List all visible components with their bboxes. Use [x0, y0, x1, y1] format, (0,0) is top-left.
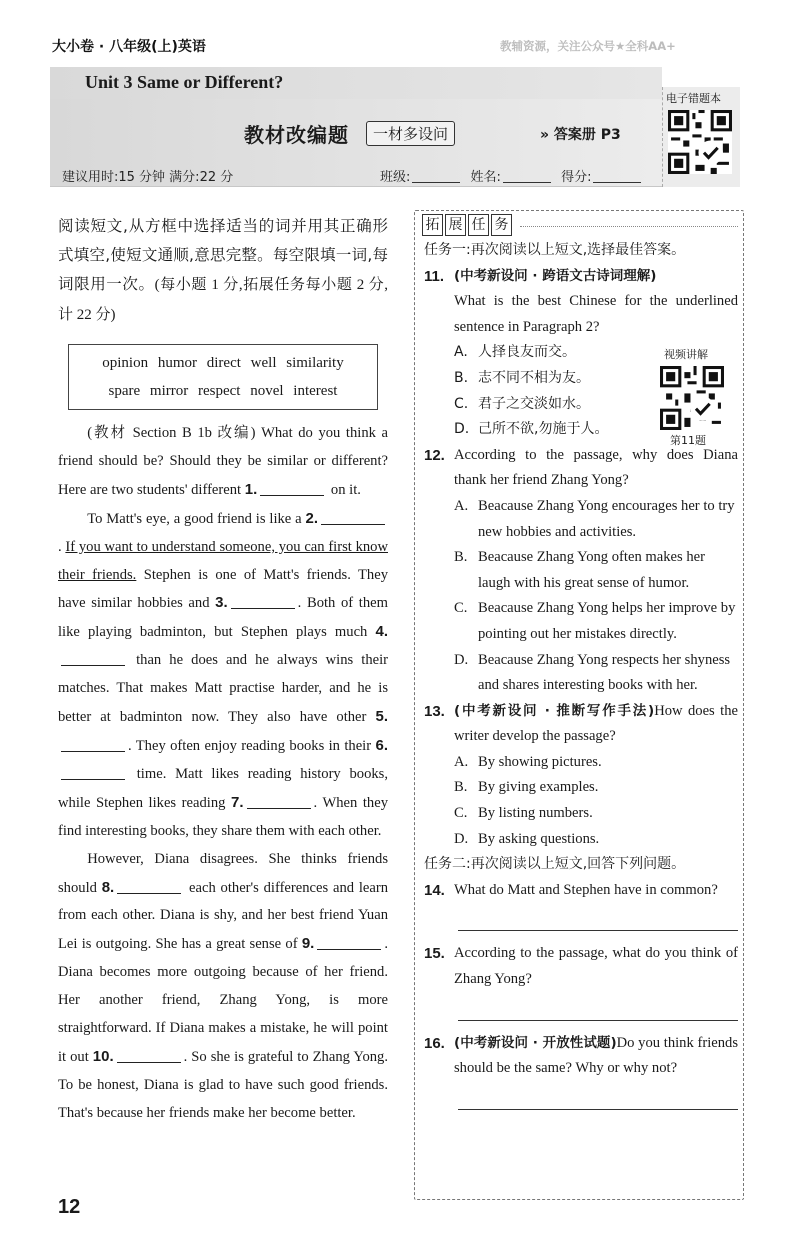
option-letter: D. — [454, 830, 469, 847]
option-13d[interactable] — [424, 827, 738, 853]
question-11 — [424, 264, 738, 341]
option-text: Beacause Zhang Yong encourages her to try new hobbies and activities. — [478, 497, 735, 540]
heading-char: 展 — [445, 214, 466, 236]
left-column — [58, 212, 388, 1128]
task-one-heading: 任务一:再次阅读以上短文,选择最佳答案。 — [424, 242, 686, 258]
passage — [58, 420, 388, 1128]
instructions-text: 阅读短文,从方框中选择适当的词并用其正确形式填空,使短文通顺,意思完整。每空限填一词,每词限用一次。 — [58, 217, 388, 293]
passage-text: . So she is grateful to Zhang Yong. To be honest, Diana is glad to have such good friends. That's because her friends make her become better. — [58, 1048, 389, 1121]
option-letter: C. — [454, 600, 468, 617]
video-qr-code-icon[interactable] — [660, 366, 724, 430]
passage-text: To Matt's eye, a good friend is like a — [87, 510, 302, 527]
passage-text: time. Matt likes reading history books, while Stephen likes reading — [58, 765, 388, 811]
option-text: By listing numbers. — [478, 805, 593, 822]
question-number: 15. — [424, 945, 445, 963]
passage-text: . Both of them like playing badminton, but Stephen plays much — [58, 595, 388, 641]
page-number: 12 — [58, 1196, 81, 1218]
option-12a[interactable] — [424, 494, 738, 545]
blank-8[interactable] — [117, 880, 181, 894]
blank-number: 7. — [231, 793, 244, 811]
option-text: Beacause Zhang Yong helps her improve by pointing out her mistakes directly. — [478, 600, 736, 642]
blank-1[interactable] — [260, 482, 324, 496]
option-text: By giving examples. — [478, 779, 599, 796]
instructions-note: (每小题 1 分,拓展任务每小题 2 分,计 22 分) — [58, 277, 388, 323]
question-14 — [424, 878, 738, 904]
blank-2[interactable] — [321, 511, 385, 525]
question-15 — [424, 941, 738, 992]
question-12 — [424, 443, 738, 494]
option-letter: D. — [454, 651, 469, 668]
option-text: By showing pictures. — [478, 753, 602, 770]
question-text: What is the best Chinese for the underlined sentence in Paragraph 2? — [454, 293, 738, 335]
heading-char: 务 — [491, 214, 512, 236]
option-text: 人择良友而交。 — [478, 344, 576, 361]
heading-char: 拓 — [422, 214, 443, 236]
name-field[interactable] — [503, 171, 551, 183]
qr-code-icon[interactable] — [668, 110, 732, 174]
option-text: By asking questions. — [478, 830, 600, 847]
score-field[interactable] — [593, 171, 641, 183]
heading-char: 任 — [468, 214, 489, 236]
answer-line-16[interactable] — [458, 1094, 738, 1110]
option-13b[interactable] — [424, 775, 738, 801]
passage-text: . They often enjoy reading books in their — [128, 737, 372, 754]
passage-text: However, Diana disagrees. She thinks friends should — [58, 850, 388, 896]
blank-10[interactable] — [117, 1049, 181, 1063]
extension-tasks-heading — [422, 214, 512, 236]
option-text: Beacause Zhang Yong often makes her laugh with his great sense of humor. — [478, 549, 705, 591]
blank-number: 6. — [375, 736, 388, 754]
promo-text: 教辅资源，关注公众号★全科AA+ — [500, 39, 676, 53]
paragraph-2: To Matt's eye, a good friend is like a 2.. If you want to understand someone, you can first know their friends. Stephen is one of Matt's friends. They have similar hobbies and 3. . Both of them like playing badminton, but Stephen plays much 4. than he does and he always wins their matches. That makes Matt practise harder, and he is better at badminton now. They also have other 5.. They often enjoy reading books in their 6. time. Matt likes reading history books, while Stephen likes reading 7. . When they find interesting books, they share them with each other. — [58, 509, 389, 839]
option-text: Beacause Zhang Yong respects her shyness and shares interesting books with her. — [478, 651, 731, 694]
option-letter: B. — [454, 549, 468, 566]
passage-text: each other's differences and learn from each other. Diana is shy, and her best friend Yuan Lei is outgoing. She has a great sense of — [58, 879, 388, 953]
option-text: 己所不欲,勿施于人。 — [478, 421, 609, 438]
passage-text: What do you think a friend should be? Should they be similar or different? Here are two students' different — [58, 425, 388, 498]
paragraph-3 — [58, 846, 388, 1128]
passage-text: than he does and he always wins their matches. That makes Matt practise harder, and he is better at badminton now. They also have other — [58, 652, 389, 726]
option-text: 志不同不相为友。 — [478, 369, 590, 386]
student-info-fields — [380, 166, 647, 185]
answer-line-14[interactable] — [458, 915, 738, 931]
heading-divider — [520, 226, 738, 227]
question-text: What do Matt and Stephen have in common? — [454, 881, 718, 898]
option-13c[interactable] — [424, 801, 738, 827]
passage-text: . Diana becomes more outgoing because of her friend. Her another friend, Zhang Yong, is more straightforward. If Diana makes a mistake, he will point it out — [58, 936, 388, 1065]
blank-4[interactable] — [61, 652, 125, 666]
option-12c[interactable] — [424, 596, 738, 647]
section-tag: 一材多设问 — [366, 121, 455, 146]
option-letter: C. — [454, 395, 469, 412]
qr-label: 电子错题本 — [666, 92, 721, 105]
video-caption: 第11题 — [670, 434, 706, 447]
blank-number: 8. — [101, 878, 115, 896]
passage-text: . When they find interesting books, they share them with each other. — [58, 794, 388, 839]
question-text: According to the passage, why does Diana thank her friend Zhang Yong? — [454, 446, 738, 489]
score-label: 得分: — [561, 170, 592, 185]
question-tag: (中考新设问 · 跨语文古诗词理解) — [454, 267, 657, 284]
answer-line-15[interactable] — [458, 1005, 738, 1021]
option-12b[interactable] — [424, 545, 738, 596]
video-label: 视频讲解 — [664, 348, 708, 361]
blank-number: 9. — [301, 935, 315, 953]
question-text: How does the writer develop the passage? — [454, 702, 738, 745]
passage-text: Stephen is one of Matt's friends. They have similar hobbies and — [58, 566, 388, 612]
name-label: 姓名: — [470, 170, 501, 185]
blank-number: 2. — [305, 509, 318, 527]
blank-3[interactable] — [231, 595, 295, 609]
question-number: 11. — [424, 267, 445, 285]
option-letter: A. — [454, 753, 469, 770]
instructions — [58, 212, 388, 330]
source-note: (教材 Section B 1b 改编) — [87, 425, 256, 441]
blank-5[interactable] — [61, 738, 125, 752]
question-number: 12. — [424, 446, 445, 464]
class-field[interactable] — [412, 171, 460, 183]
unit-title: Unit 3 Same or Different? — [85, 72, 284, 92]
question-tag: (中考新设问 · 开放性试题) — [454, 1034, 617, 1051]
section-title: 教材改编题 — [244, 123, 349, 147]
answer-reference: » 答案册 P3 — [540, 127, 621, 143]
paragraph-1 — [58, 420, 388, 505]
option-12d[interactable] — [424, 648, 738, 699]
time-score-info: 建议用时:15 分钟 满分:22 分 — [62, 170, 234, 185]
word-box — [68, 344, 378, 410]
question-text: According to the passage, what do you think of Zhang Yong? — [454, 945, 738, 988]
passage-text: on it. — [330, 481, 361, 498]
option-text: 君子之交淡如水。 — [478, 395, 590, 412]
option-13a[interactable] — [424, 750, 738, 776]
blank-number: 10. — [92, 1047, 114, 1065]
task-two-heading: 任务二:再次阅读以上短文,回答下列问题。 — [424, 856, 686, 873]
word-box-line-1: opinion humor direct well similarity — [102, 355, 344, 371]
question-tag: (中考新设问 · 推断写作手法) — [454, 702, 655, 719]
question-number: 13. — [424, 702, 445, 720]
question-13 — [424, 699, 738, 750]
option-letter: B. — [454, 369, 469, 386]
blank-number: 3. — [215, 594, 228, 612]
option-letter: C. — [454, 805, 468, 822]
word-box-line-2: spare mirror respect novel interest — [108, 383, 338, 399]
question-text: Do you think friends should be the same? Why or why not? — [454, 1034, 738, 1077]
underlined-sentence: If you want to understand someone, you can first know their friends. — [58, 538, 388, 583]
blank-9[interactable] — [317, 936, 381, 950]
question-number: 14. — [424, 881, 445, 899]
option-letter: A. — [454, 344, 468, 361]
option-letter: D. — [454, 421, 470, 438]
option-letter: B. — [454, 779, 468, 796]
book-title: 大小卷 · 八年级(上)英语 — [52, 39, 206, 55]
option-letter: A. — [454, 497, 469, 514]
question-16 — [424, 1031, 738, 1082]
blank-number: 4. — [375, 623, 388, 641]
blank-number: 5. — [375, 708, 388, 726]
class-label: 班级: — [380, 170, 411, 185]
blank-6[interactable] — [61, 766, 125, 780]
question-number: 16. — [424, 1034, 445, 1052]
blank-7[interactable] — [247, 795, 311, 809]
blank-number: 1. — [244, 480, 258, 498]
